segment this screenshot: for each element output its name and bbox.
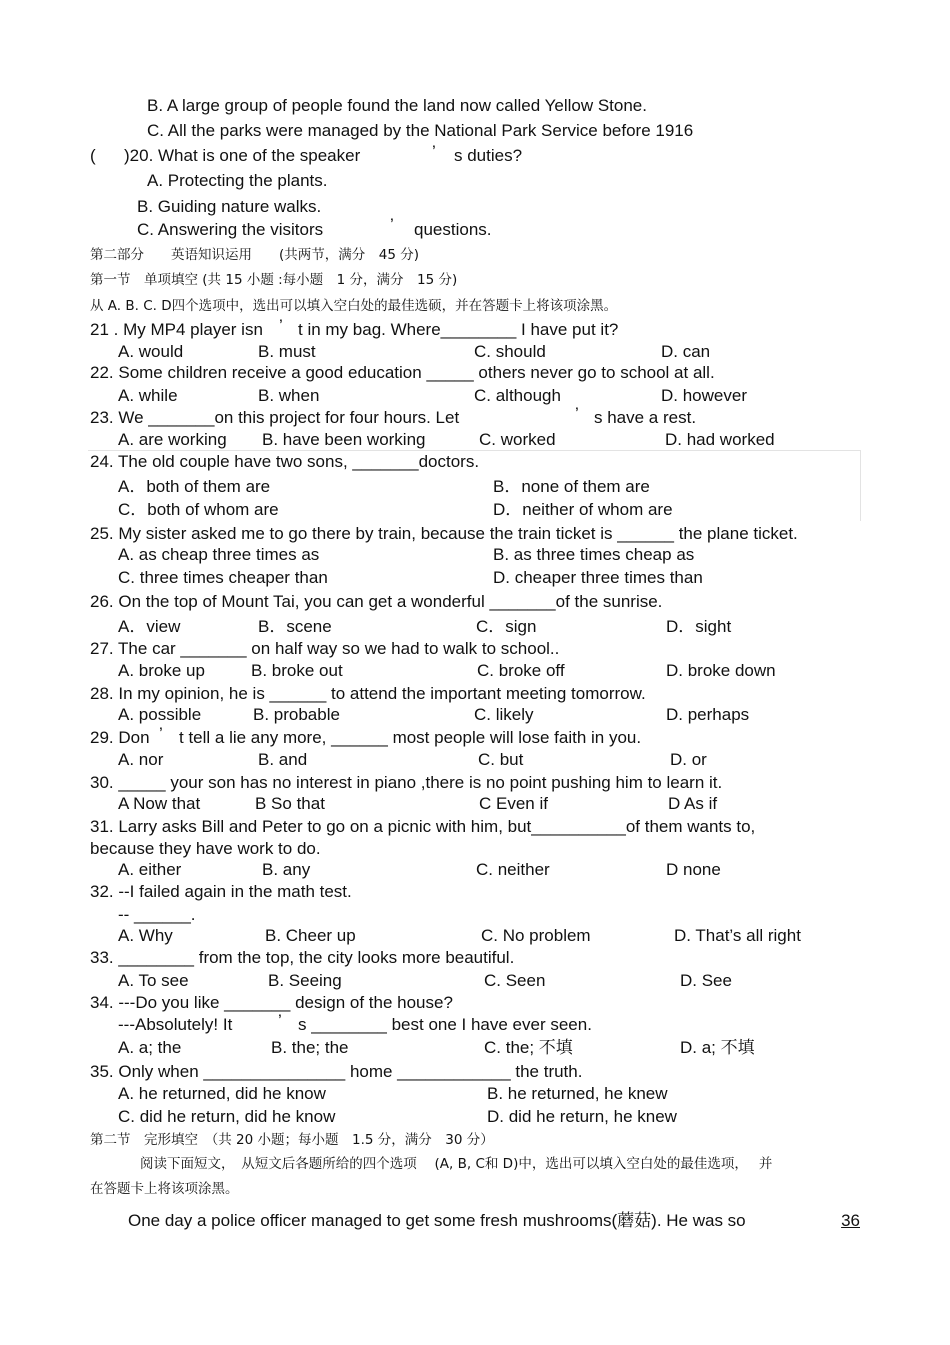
question-23-option-a: A. are working <box>118 430 227 449</box>
question-30-option-c: C Even if <box>479 794 548 813</box>
question-34-apostrophe: ’ <box>278 1011 282 1030</box>
question-23-apostrophe: ’ <box>575 404 579 423</box>
question-31-option-d: D none <box>666 860 721 879</box>
section-two-heading: 第二节 完形填空 （共 20 小题；每小题 1.5 分，满分 30 分） <box>90 1132 494 1148</box>
question-32-option-d: D. That’s all right <box>674 926 801 945</box>
question-34-reply-end: s ________ best one I have ever seen. <box>298 1015 592 1034</box>
question-32-option-c: C. No problem <box>481 926 591 945</box>
question-23-stem-end: s have a rest. <box>594 408 697 427</box>
question-29-option-d: D. or <box>670 750 707 769</box>
question-26-option-b: B．scene <box>258 617 332 636</box>
question-29-stem-end: t tell a lie any more, ______ most people will lose faith in you. <box>179 728 642 747</box>
question-21-apostrophe: ’ <box>279 316 283 335</box>
question-24-option-b: B．none of them are <box>493 477 650 496</box>
question-29-apostrophe: ’ <box>159 724 163 743</box>
question-20-bracket: ( <box>90 146 96 165</box>
question-35-option-c: C. did he return, did he know <box>118 1107 336 1126</box>
question-24-stem: 24. The old couple have two sons, _______doctors. <box>90 452 480 471</box>
question-27-option-c: C. broke off <box>477 661 565 680</box>
question-23-option-c: C. worked <box>479 430 556 449</box>
question-31-stem: 31. Larry asks Bill and Peter to go on a picnic with him, but__________of them wants to, <box>90 817 756 836</box>
question-22-stem: 22. Some children receive a good education _____ others never go to school at all. <box>90 363 715 382</box>
question-26-option-c: C．sign <box>476 617 537 636</box>
question-22-option-d: D. however <box>661 386 747 405</box>
question-21-option-b: B. must <box>258 342 316 361</box>
question-34-option-d: D. a; 不填 <box>680 1038 755 1057</box>
question-30-option-b: B So that <box>255 794 325 813</box>
question-20-option-c: C. Answering the visitors <box>137 220 324 239</box>
section-one-instructions: 从 A. B. C. D四个选项中，选出可以填入空白处的最佳选硕，并在答题卡上将该项涂黑。 <box>90 298 618 314</box>
question-32-stem: 32. --I failed again in the math test. <box>90 882 352 901</box>
question-25-option-a: A. as cheap three times as <box>118 545 320 564</box>
listening-option-c: C. All the parks were managed by the National Park Service before 1916 <box>147 121 694 140</box>
question-28-option-b: B. probable <box>253 705 340 724</box>
question-33-option-d: D. See <box>680 971 732 990</box>
passage-line-1: One day a police officer managed to get some fresh mushrooms(蘑菇). He was so <box>128 1211 746 1230</box>
section-two-instructions: 阅读下面短文， 从短文后各题所给的四个选项 (A, B, C和 D)中，选出可以填入空白处的最佳选项， 并 <box>140 1156 773 1172</box>
question-23-stem: 23. We _______on this project for four hours. Let <box>90 408 460 427</box>
question-21-stem-end: t in my bag. Where________ I have put it? <box>298 320 619 339</box>
question-33-option-c: C. Seen <box>484 971 546 990</box>
listening-option-b: B. A large group of people found the land now called Yellow Stone. <box>147 96 647 115</box>
question-20-stem-end: s duties? <box>454 146 523 165</box>
question-25-option-d: D. cheaper three times than <box>493 568 703 587</box>
question-31-stem-cont: because they have work to do. <box>90 839 321 858</box>
question-22-option-b: B. when <box>258 386 320 405</box>
question-27-option-a: A. broke up <box>118 661 205 680</box>
question-23-option-b: B. have been working <box>262 430 426 449</box>
question-35-option-b: B. he returned, he knew <box>487 1084 668 1103</box>
question-34-option-a: A. a; the <box>118 1038 182 1057</box>
question-23-option-d: D. had worked <box>665 430 775 449</box>
blank-36: 36 <box>841 1211 860 1230</box>
question-32-option-a: A. Why <box>118 926 173 945</box>
question-20-option-b: B. Guiding nature walks. <box>137 197 322 216</box>
question-24-option-d: D．neither of whom are <box>493 500 673 519</box>
question-30-option-d: D As if <box>668 794 718 813</box>
question-26-option-d: D．sight <box>666 617 732 636</box>
question-30-option-a: A Now that <box>118 794 201 813</box>
question-27-option-d: D. broke down <box>666 661 776 680</box>
question-26-option-a: A．view <box>118 617 181 636</box>
question-29-option-a: A. nor <box>118 750 164 769</box>
question-21-option-c: C. should <box>474 342 546 361</box>
question-29-option-c: C. but <box>478 750 524 769</box>
question-34-option-c: C. the; 不填 <box>484 1038 573 1057</box>
question-30-stem: 30. _____ your son has no interest in piano ,there is no point pushing him to learn it. <box>90 773 723 792</box>
question-35-option-a: A. he returned, did he know <box>118 1084 326 1103</box>
question-32-option-b: B. Cheer up <box>265 926 356 945</box>
section-one-heading: 第一节 单项填空 (共 15 小题 :每小题 1 分，满分 15 分) <box>90 272 458 288</box>
question-21-option-d: D. can <box>661 342 711 361</box>
question-27-stem: 27. The car _______ on half way so we had to walk to school.. <box>90 639 560 658</box>
question-31-option-c: C. neither <box>476 860 550 879</box>
question-28-option-d: D. perhaps <box>666 705 750 724</box>
question-20-apostrophe: ’ <box>432 142 436 161</box>
question-33-stem: 33. ________ from the top, the city looks more beautiful. <box>90 948 515 967</box>
question-20-apostrophe-2: ’ <box>390 215 394 234</box>
question-24-option-c: C．both of whom are <box>118 500 279 519</box>
question-34-stem: 34. ---Do you like _______ design of the house? <box>90 993 453 1012</box>
question-35-option-d: D. did he return, he knew <box>487 1107 677 1126</box>
question-32-reply: -- ______. <box>118 905 196 924</box>
question-34-reply: ---Absolutely! It <box>118 1015 233 1034</box>
question-33-option-b: B. Seeing <box>268 971 342 990</box>
question-28-option-c: C. likely <box>474 705 534 724</box>
question-34-option-b: B. the; the <box>271 1038 349 1057</box>
question-28-option-a: A. possible <box>118 705 202 724</box>
part-two-heading: 第二部分 英语知识运用 (共两节，满分 45 分) <box>90 247 420 263</box>
question-27-option-b: B. broke out <box>251 661 343 680</box>
question-22-option-c: C. although <box>474 386 561 405</box>
question-20-option-c-end: questions. <box>414 220 492 239</box>
question-25-stem: 25. My sister asked me to go there by train, because the train ticket is ______ the plane ticket. <box>90 524 798 543</box>
question-29-option-b: B. and <box>258 750 308 769</box>
question-33-option-a: A. To see <box>118 971 189 990</box>
question-28-stem: 28. In my opinion, he is ______ to attend the important meeting tomorrow. <box>90 684 646 703</box>
question-20-stem: )20. What is one of the speaker <box>124 146 361 165</box>
section-two-instructions-cont: 在答题卡上将该项涂黑。 <box>90 1181 239 1197</box>
question-22-option-a: A. while <box>118 386 178 405</box>
question-24-option-a: A．both of them are <box>118 477 271 496</box>
question-29-stem: 29. Don <box>90 728 150 747</box>
question-31-option-a: A. either <box>118 860 182 879</box>
question-20-option-a: A. Protecting the plants. <box>147 171 328 190</box>
question-21-stem: 21 . My MP4 player isn <box>90 320 263 339</box>
question-31-option-b: B. any <box>262 860 311 879</box>
question-26-stem: 26. On the top of Mount Tai, you can get a wonderful _______of the sunrise. <box>90 592 663 611</box>
question-21-option-a: A. would <box>118 342 184 361</box>
question-25-option-c: C. three times cheaper than <box>118 568 328 587</box>
question-35-stem: 35. Only when _______________ home ____________ the truth. <box>90 1062 583 1081</box>
question-25-option-b: B. as three times cheap as <box>493 545 695 564</box>
